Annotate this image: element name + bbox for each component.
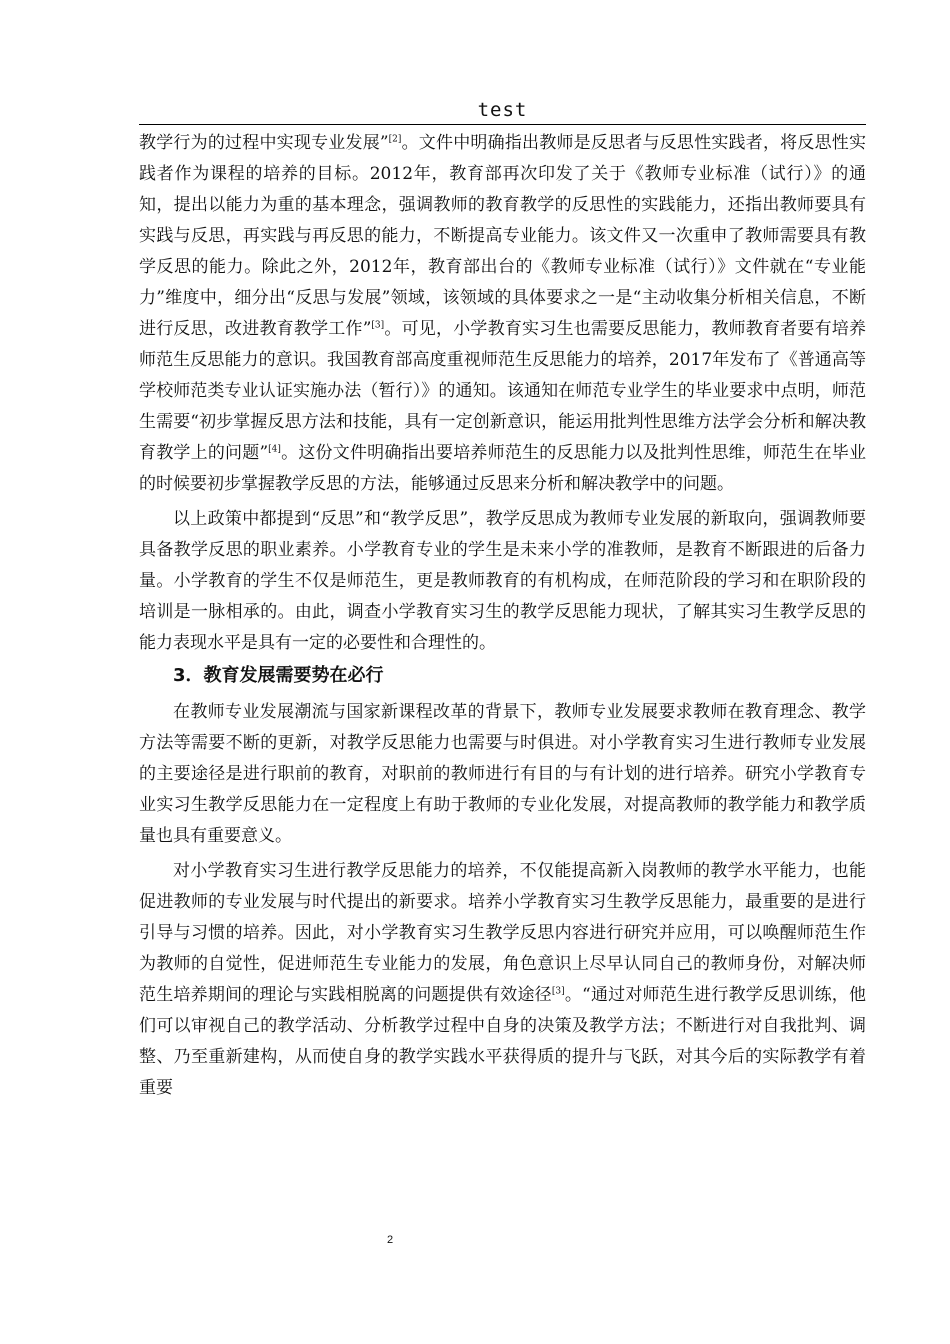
- header-divider: [139, 124, 866, 125]
- citation-ref: [4]: [268, 444, 281, 455]
- paragraph-cultivation: [139, 856, 866, 1104]
- paragraph-policy-continuation: [139, 128, 866, 500]
- paragraph-text: 对小学教育实习生进行教学反思能力的培养，不仅能提高新入岗教师的教学水平能力，也能促进教师的专业发展与时代提出的新要求。培养小学教育实习生教学反思能力，最重要的是进行引导与习惯的培养。因此，对小学教育实习生教学反思内容进行研究并应用，可以唤醒师范生作为教师的自觉性，促进师范生专业能力的发展，角色意识上尽早认同自己的教师身份，对解决师范生培养期间的理论与实践相脱离的问题提供有效途径: [139, 861, 866, 1005]
- citation-ref: [2]: [388, 134, 402, 145]
- document-body: [139, 128, 866, 1104]
- paragraph-text: 。文件中明确指出教师是反思者与反思性实践者，将反思性实践者作为课程的培养的目标。2012年，教育部再次印发了关于《教师专业标准（试行）》的通知，提出以能力为重的基本理念，强调教师的教育教学的反思性的实践能力，还指出教师要具有实践与反思，再实践与再反思的能力，不断提高专业能力。该文件又一次重申了教师需要具有教学反思的能力。除此之外，2012年，教育部出台的《教师专业标准（试行）》文件就在“专业能力”维度中，细分出“反思与发展”领域，该领域的具体要求之一是“主动收集分析相关信息，不断进行反思，改进教育教学工作”: [139, 133, 866, 339]
- section-heading: 3．教育发展需要势在必行: [173, 665, 384, 686]
- paragraph-text: 。这份文件明确指出要培养师范生的反思能力以及批判性思维，师范生在毕业的时候要初步掌握教学反思的方法，能够通过反思来分析和解决教学中的问题。: [139, 443, 866, 494]
- citation-ref: [3]: [371, 320, 385, 331]
- page-header: test: [477, 99, 528, 121]
- page-number: 2: [386, 1234, 394, 1246]
- paragraph-text: 教学行为的过程中实现专业发展”: [139, 133, 389, 153]
- citation-ref: [3]: [551, 986, 565, 997]
- paragraph-text: 。可见，小学教育实习生也需要反思能力，教师教育者要有培养师范生反思能力的意识。我国教育部高度重视师范生反思能力的培养，2017年发布了《普通高等学校师范类专业认证实施办法（暂行）》的通知。该通知在师范专业学生的毕业要求中点明，师范生需要“初步掌握反思方法和技能，具有一定创新意识，能运用批判性思维方法学会分析和解决教育教学上的问题”: [139, 319, 866, 463]
- paragraph-policy-summary: 以上政策中都提到“反思”和“教学反思”，教学反思成为教师专业发展的新取向，强调教师要具备教学反思的职业素养。小学教育专业的学生是未来小学的准教师，是教育不断跟进的后备力量。小学教育的学生不仅是师范生，更是教师教育的有机构成，在师范阶段的学习和在职阶段的培训是一脉相承的。由此，调查小学教育实习生的教学反思能力现状，了解其实习生教学反思的能力表现水平是具有一定的必要性和合理性的。: [139, 509, 866, 653]
- paragraph-text: 。“通过对师范生进行教学反思训练，他们可以审视自己的教学活动、分析教学过程中自身的决策及教学方法；不断进行对自我批判、调整、乃至重新建构，从而使自身的教学实践水平获得质的提升与飞跃，对其今后的实际教学有着重要: [139, 985, 866, 1098]
- paragraph-development-background: 在教师专业发展潮流与国家新课程改革的背景下，教师专业发展要求教师在教育理念、教学方法等需要不断的更新，对教学反思能力也需要与时俱进。对小学教育实习生进行教师专业发展的主要途径是进行职前的教育，对职前的教师进行有目的与有计划的进行培养。研究小学教育专业实习生教学反思能力在一定程度上有助于教师的专业化发展，对提高教师的教学能力和教学质量也具有重要意义。: [139, 702, 866, 846]
